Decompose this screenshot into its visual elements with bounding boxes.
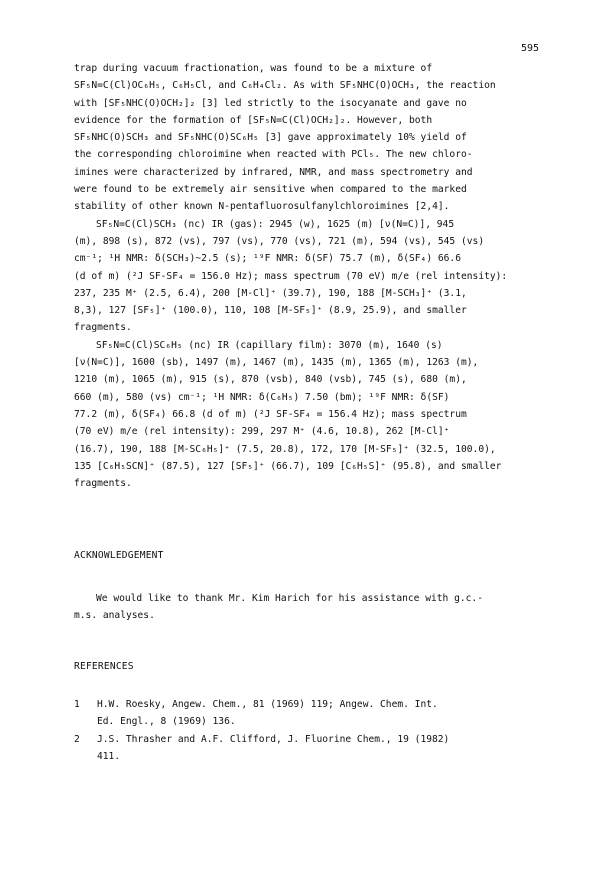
text-line: (d of m) (²J SF-SF₄ = 156.0 Hz); mass spectrum (70 eV) m/e (rel intensity): xyxy=(74,270,508,282)
text-line: 135 [C₆H₅SCN]⁺ (87.5), 127 [SF₅]⁺ (66.7), 109 [C₆H₅S]⁺ (95.8), and smaller xyxy=(74,460,502,472)
text-line: cm⁻¹; ¹H NMR: δ(SCH₃)~2.5 (s); ¹⁹F NMR: δ(SF) 75.7 (m), δ(SF₄) 66.6 xyxy=(74,253,461,265)
reference-line: 411. xyxy=(97,750,121,762)
text-line: (70 eV) m/e (rel intensity): 299, 297 M⁺ (4.6, 10.8), 262 [M-Cl]⁺ xyxy=(74,426,450,438)
body-text xyxy=(74,60,544,492)
reference-item xyxy=(74,731,544,766)
text-line: 77.2 (m), δ(SF₄) 66.8 (d of m) (²J SF-SF₄ = 156.4 Hz); mass spectrum xyxy=(74,408,467,420)
text-line: SF₅N=C(Cl)SCH₃ (nc) IR (gas): 2945 (w), 1625 (m) [ν(N=C)], 945 xyxy=(96,218,455,230)
text-line: SF₅NHC(O)SCH₃ and SF₅NHC(O)SC₆H₅ [3] gave approximately 10% yield of xyxy=(74,132,467,144)
reference-number: 1 xyxy=(74,699,80,710)
text-line: (16.7), 190, 188 [M-SC₆H₅]⁺ (7.5, 20.8), 172, 170 [M-SF₅]⁺ (32.5, 100.0), xyxy=(74,443,496,455)
text-line: 8,3), 127 [SF₅]⁺ (100.0), 110, 108 [M-SF₅]⁺ (8.9, 25.9), and smaller xyxy=(74,305,467,317)
text-line: SF₅N=C(Cl)OC₆H₅, C₆H₅Cl, and C₆H₄Cl₂. As with SF₅NHC(O)OCH₃, the reaction xyxy=(74,80,496,92)
page-number: 595 xyxy=(520,43,539,54)
text-line: fragments. xyxy=(74,322,132,334)
text-line: with [SF₅NHC(O)OCH₂]₂ [3] led strictly to the isocyanate and gave no xyxy=(74,97,467,109)
text-line: were found to be extremely air sensitive when compared to the marked xyxy=(74,184,467,196)
paragraph-3 xyxy=(74,337,544,493)
reference-line: Ed. Engl., 8 (1969) 136. xyxy=(97,716,236,728)
text-line: (m), 898 (s), 872 (vs), 797 (vs), 770 (vs), 721 (m), 594 (vs), 545 (vs) xyxy=(74,235,485,247)
reference-number: 2 xyxy=(74,733,80,745)
text-line: m.s. analyses. xyxy=(74,610,155,622)
text-line: SF₅N=C(Cl)SC₆H₅ (nc) IR (capillary film): 3070 (m), 1640 (s) xyxy=(96,339,443,351)
reference-line: J.S. Thrasher and A.F. Clifford, J. Fluorine Chem., 19 (1982) xyxy=(97,733,450,745)
paragraph-1 xyxy=(74,60,544,216)
acknowledgement-text xyxy=(74,590,544,625)
text-line: We would like to thank Mr. Kim Harich for his assistance with g.c.- xyxy=(96,593,483,604)
text-line: 660 (m), 580 (vs) cm⁻¹; ¹H NMR: δ(C₆H₅) 7.50 (bm); ¹⁹F NMR: δ(SF) xyxy=(74,391,450,403)
text-line: trap during vacuum fractionation, was found to be a mixture of xyxy=(74,63,433,74)
text-line: stability of other known N-pentafluorosulfanylchloroimines [2,4]. xyxy=(74,201,450,213)
text-line: fragments. xyxy=(74,478,132,490)
text-line: 1210 (m), 1065 (m), 915 (s), 870 (vsb), 840 (vsb), 745 (s), 680 (m), xyxy=(74,374,467,386)
reference-line: H.W. Roesky, Angew. Chem., 81 (1969) 119; Angew. Chem. Int. xyxy=(97,699,438,710)
text-line: imines were characterized by infrared, NMR, and mass spectrometry and xyxy=(74,166,473,178)
references-heading: REFERENCES xyxy=(74,661,134,672)
text-line: the corresponding chloroimine when reacted with PCl₅. The new chloro- xyxy=(74,149,473,161)
paragraph-2 xyxy=(74,216,544,337)
text-line: [ν(N=C)], 1600 (sb), 1497 (m), 1467 (m), 1435 (m), 1365 (m), 1263 (m), xyxy=(74,357,479,369)
text-line: 237, 235 M⁺ (2.5, 6.4), 200 [M-Cl]⁺ (39.7), 190, 188 [M-SCH₃]⁺ (3.1, xyxy=(74,287,467,299)
text-line: evidence for the formation of [SF₅N=C(Cl)OCH₂]₂. However, both xyxy=(74,114,433,126)
reference-item xyxy=(74,696,544,731)
references-list xyxy=(74,696,544,765)
acknowledgement-heading: ACKNOWLEDGEMENT xyxy=(74,550,164,561)
